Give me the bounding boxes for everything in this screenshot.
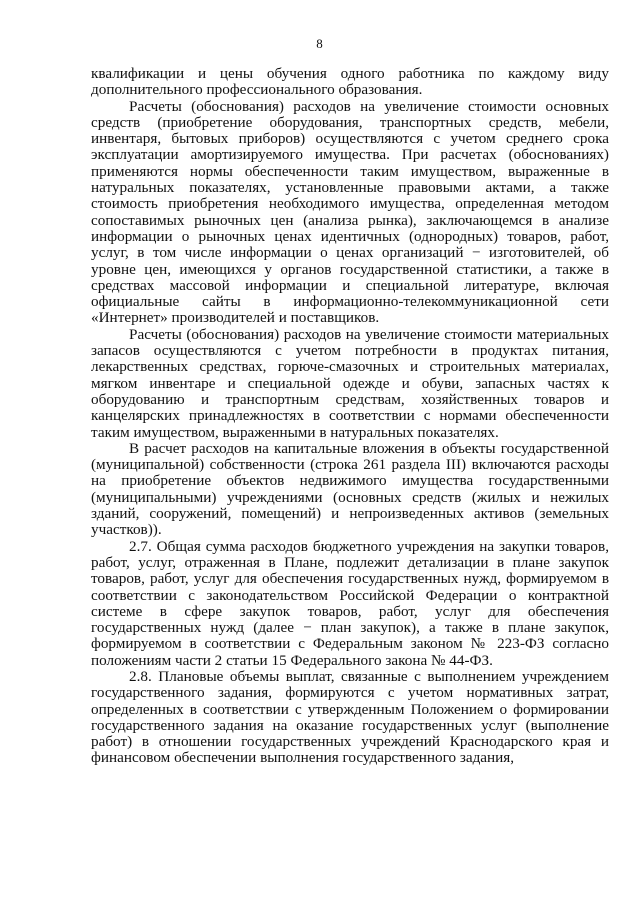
paragraph-material-stocks: Расчеты (обоснования) расходов на увеличение стоимости материальных запасов осуществляются с учетом потребности в продуктах питания, лекарственных средствах, горюче-смазочных и строительных материалах, мягком инвентаре и специальной одежде и обуви, запасных частях к оборудованию и транспортным средствам, хозяйственных товаров и канцелярских принадлежностях в соответствии с нормами обеспеченности таким имуществом, выраженными в натуральных показателях.	[91, 325, 609, 441]
paragraph-fixed-assets: Расчеты (обоснования) расходов на увеличение стоимости основных средств (приобретение оборудования, транспортных средств, мебели, инвентаря, бытовых приборов) осуществляются с учетом среднего срока эксплуатации амортизируемого имущества. При расчетах (обоснованиях) применяются нормы обеспеченности таким имуществом, выраженные в натуральных показателях, установленные правовыми актами, а также стоимость приобретения необходимого имущества, определенная методом сопоставимых рыночных цен (анализа рынка), заключающемся в анализе информации о рыночных ценах идентичных (однородных) товаров, работ, услуг, в том числе информации о ценах организаций − изготовителей, об уровне цен, имеющихся у органов государственной статистики, а также в средствах массовой информации и специальной литературе, включая официальные сайты в информационно-телекоммуникационной сети «Интернет» производителей и поставщиков.	[91, 97, 609, 327]
paragraph-2-8-payments: 2.8. Плановые объемы выплат, связанные с выполнением учреждением государственного задания, формируются с учетом нормативных затрат, определенных в соответствии с утвержденным Положением о формировании государственного задания на оказание государственных услуг (выполнение работ) в отношении государственных учреждений Краснодарского края и финансовом обеспечении выполнения государственного задания,	[91, 667, 609, 767]
paragraph-capital-investments: В расчет расходов на капитальные вложения в объекты государственной (муниципальной) собственности (строка 261 раздела III) включаются расходы на приобретение объектов недвижимого имущества государственными (муниципальными) учреждениями (основных средств (жилых и нежилых зданий, сооружений, помещений) и непроизведенных активов (земельных участков)).	[91, 439, 609, 539]
document-body	[91, 66, 609, 767]
page-number: 8	[316, 36, 323, 51]
paragraph-continuation: квалификации и цены обучения одного работника по каждому виду дополнительного профессионального образования.	[91, 65, 609, 99]
paragraph-2-7-procurement: 2.7. Общая сумма расходов бюджетного учреждения на закупки товаров, работ, услуг, отраженная в Плане, подлежит детализации в плане закупок товаров, работ, услуг для обеспечения государственных нужд, формируемом в соответствии с законодательством Российской Федерации о контрактной системе в сфере закупок товаров, работ, услуг для обеспечения государственных нужд (далее − план закупок), а также в плане закупок, формируемом в соответствии с Федеральным законом № 223-ФЗ согласно положениям части 2 статьи 15 Федерального закона № 44-ФЗ.	[91, 537, 609, 669]
